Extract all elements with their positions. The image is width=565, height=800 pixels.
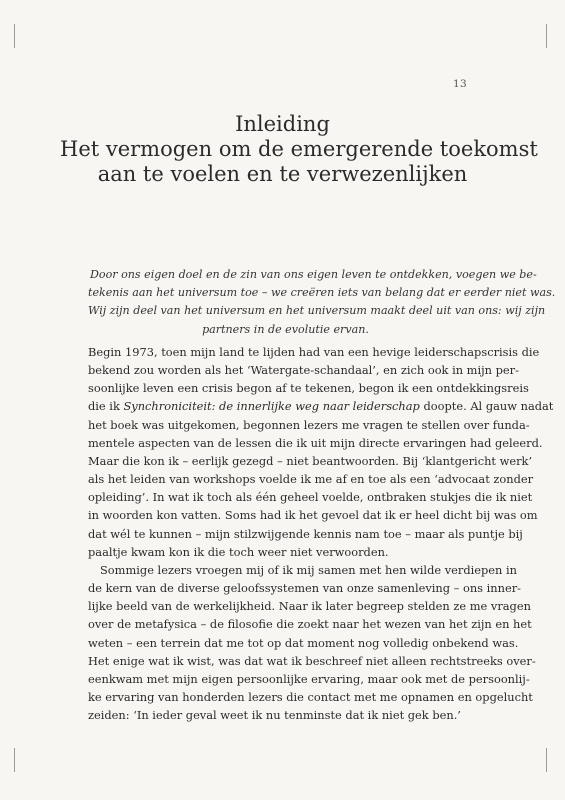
epigraph-line: tekenis aan het universum toe – we creëren iets van belang dat er eerder niet was. xyxy=(88,286,556,300)
epigraph-line: Door ons eigen doel en de zin van ons eigen leven te ontdekken, voegen we be- xyxy=(90,268,537,281)
paragraph-line: ke ervaring van honderden lezers die contact met me opnamen en opgelucht xyxy=(88,689,533,704)
paragraph-line: lijke beeld van de werkelijkheid. Naar ik later begreep stelden ze me vragen xyxy=(88,599,531,614)
paragraph-1 xyxy=(88,343,554,561)
paragraph-line: als het leiden van workshops voelde ik me af en toe als een ‘advocaat zonder xyxy=(88,472,534,487)
paragraph-line: eenkwam met mijn eigen persoonlijke ervaring, maar ook met de persoonlij- xyxy=(88,671,530,686)
crop-mark-bottom-right xyxy=(546,748,547,772)
paragraph-line: Begin 1973, toen mijn land te lijden had van een hevige leiderschapscrisis die xyxy=(88,345,540,359)
paragraph-line: Sommige lezers vroegen mij of ik mij samen met hen wilde verdiepen in xyxy=(100,562,517,577)
paragraph-line: zeiden: ‘In ieder geval weet ik nu tenminste dat ik niet gek ben.’ xyxy=(88,708,461,723)
text-segment: die ik xyxy=(88,399,124,414)
page-number: 13 xyxy=(453,78,467,90)
crop-mark-bottom-left xyxy=(14,748,15,772)
epigraph xyxy=(88,266,556,339)
paragraph-line: opleiding’. In wat ik toch als één geheel voelde, ontbraken stukjes die ik niet xyxy=(88,490,533,505)
epigraph-line: partners in de evolutie ervan. xyxy=(202,322,369,336)
paragraph-line: weten – een terrein dat me tot op dat moment nog volledig onbekend was. xyxy=(88,635,519,650)
chapter-title-line-2: Het vermogen om de emergerende toekomst xyxy=(60,137,538,161)
body-text xyxy=(88,343,554,724)
paragraph-2 xyxy=(88,561,536,724)
chapter-title-line-1: Inleiding xyxy=(235,112,330,136)
paragraph-line: Het enige wat ik wist, was dat wat ik beschreef niet alleen rechtstreeks over- xyxy=(88,653,536,668)
crop-mark-top-right xyxy=(546,24,547,48)
paragraph-line: in woorden kon vatten. Soms had ik het gevoel dat ik er heel dicht bij was om xyxy=(88,508,538,523)
paragraph-line: over de metafysica – de filosofie die zoekt naar het wezen van het zijn en het xyxy=(88,617,532,632)
epigraph-line: Wij zijn deel van het universum en het universum maakt deel uit van ons: wij zijn xyxy=(88,304,546,318)
text-segment: doopte. Al gauw nadat xyxy=(419,399,554,414)
paragraph-line: bekend zou worden als het ‘Watergate-schandaal’, en zich ook in mijn per- xyxy=(88,363,519,378)
chapter-title xyxy=(60,112,538,187)
paragraph-line: mentele aspecten van de lessen die ik uit mijn directe ervaringen had geleerd. xyxy=(88,435,543,450)
paragraph-line: Maar die kon ik – eerlijk gezegd – niet beantwoorden. Bij ‘klantgericht werk’ xyxy=(88,453,533,468)
paragraph-line: paaltje kwam kon ik die toch weer niet verwoorden. xyxy=(88,544,389,559)
paragraph-line: dat wél te kunnen – mijn stilzwijgende kennis nam toe – maar als puntje bij xyxy=(88,526,523,541)
book-title: Synchroniciteit: de innerlijke weg naar leiderschap xyxy=(123,399,420,414)
chapter-title-line-3: aan te voelen en te verwezenlijken xyxy=(97,162,468,186)
crop-mark-top-left xyxy=(14,24,15,48)
paragraph-line: de kern van de diverse geloofssystemen van onze samenleving – ons inner- xyxy=(88,581,521,596)
paragraph-line xyxy=(88,397,554,415)
paragraph-line: soonlijke leven een crisis begon af te tekenen, begon ik een ontdekkingsreis xyxy=(88,381,529,396)
paragraph-line: het boek was uitgekomen, begonnen lezers me vragen te stellen over funda- xyxy=(88,417,530,432)
